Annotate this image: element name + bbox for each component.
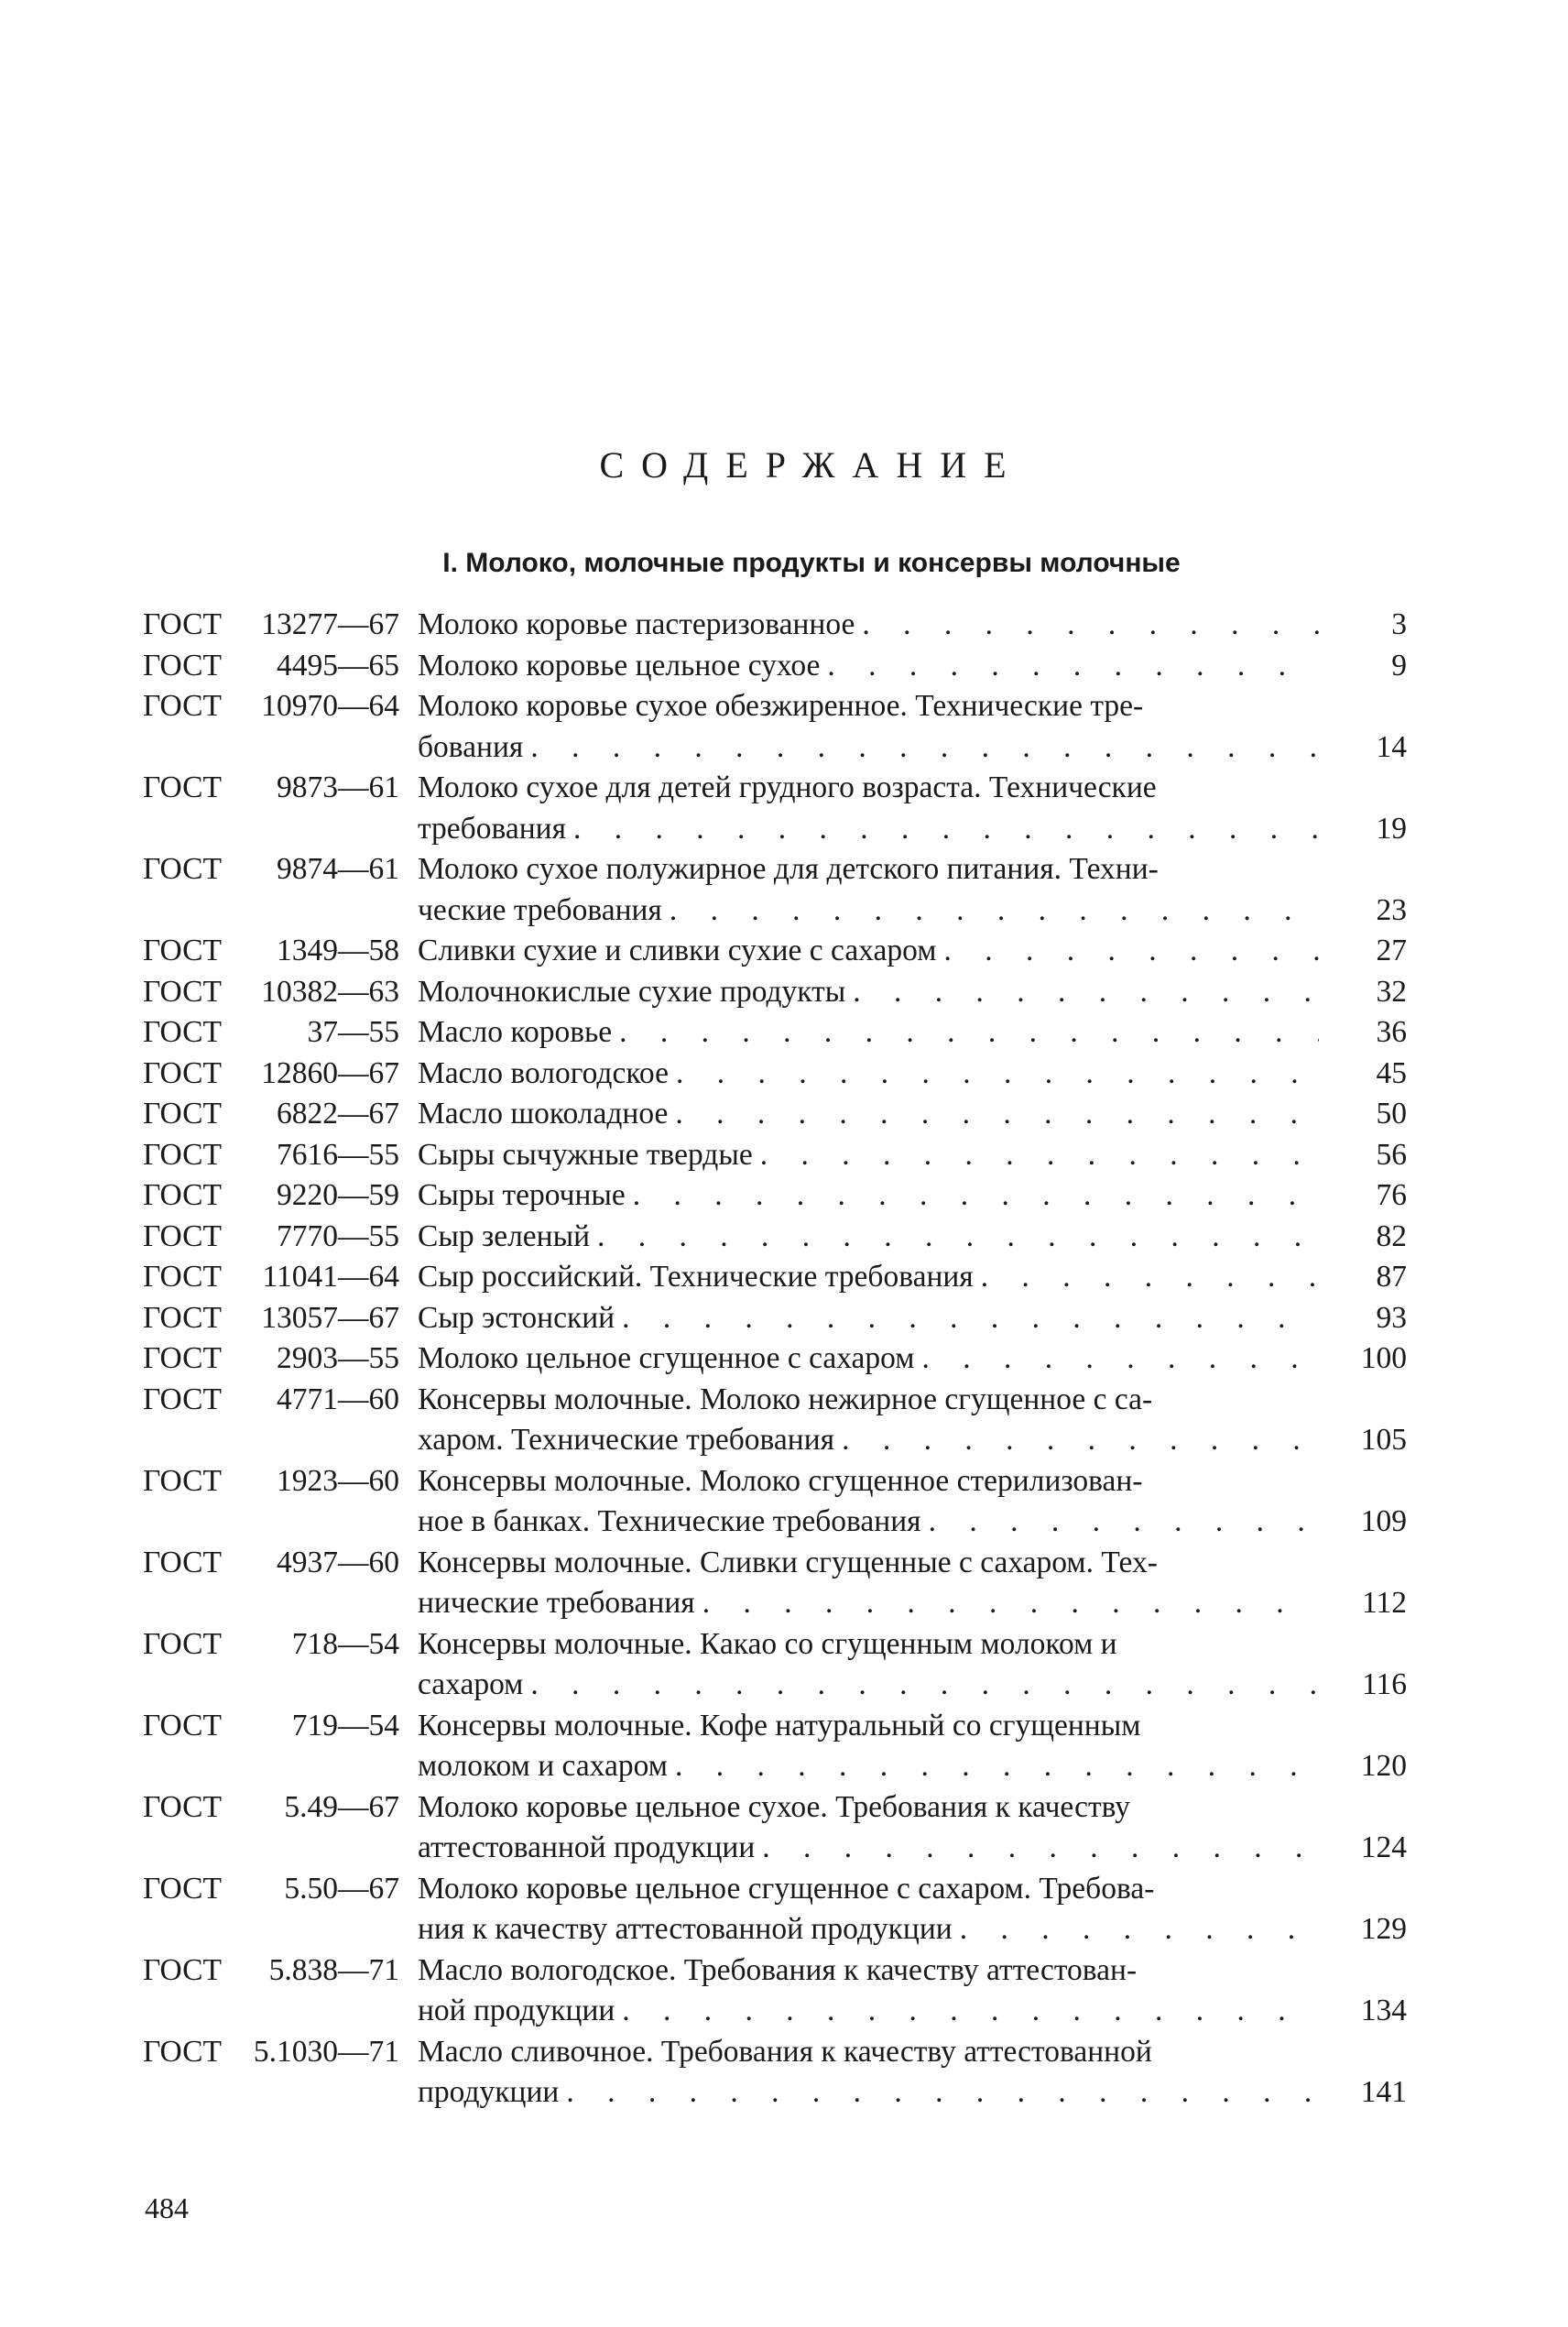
standard-number	[143, 1624, 418, 1666]
toc-entry	[143, 646, 1407, 687]
entry-title-text: Масло сливочное. Требования к качеству аттестованной	[418, 2034, 1152, 2069]
toc-entry	[143, 1298, 1407, 1339]
standard-prefix: ГОСТ	[143, 1055, 222, 1090]
entry-title-line	[418, 1420, 1407, 1461]
section-heading: I. Молоко, молочные продукты и консервы молочные	[442, 548, 1181, 578]
dot-leader	[753, 1135, 1319, 1176]
entry-title-line	[418, 686, 1407, 727]
entry-title	[418, 1175, 1407, 1217]
standard-prefix: ГОСТ	[143, 1463, 222, 1498]
standard-prefix: ГОСТ	[143, 1382, 222, 1416]
entry-title	[418, 849, 1407, 931]
toc-entry	[143, 768, 1407, 849]
entry-title-line	[418, 1746, 1407, 1787]
entry-title-line	[418, 605, 1407, 646]
dot-leader	[662, 890, 1319, 932]
dot-leader	[615, 1298, 1319, 1339]
entry-title	[418, 1706, 1407, 1787]
entry-title-text: Консервы молочные. Молоко нежирное сгущенное с са-	[418, 1382, 1153, 1416]
entry-title	[418, 1257, 1407, 1298]
dot-leader	[523, 1665, 1319, 1706]
toc-entry	[143, 605, 1407, 646]
standard-code: 10970—64	[261, 689, 399, 723]
toc-entry	[143, 1338, 1407, 1380]
entry-page-number: 27	[1376, 934, 1407, 967]
entry-title-text: требования	[418, 811, 566, 846]
dot-leader	[974, 1257, 1319, 1298]
entry-title-text: Сливки сухие и сливки сухие с сахаром	[418, 934, 937, 967]
entry-page-number: 116	[1361, 1667, 1407, 1701]
entry-title-line	[418, 1175, 1407, 1217]
entry-page-number: 50	[1376, 1097, 1407, 1131]
standard-prefix: ГОСТ	[143, 2034, 222, 2069]
entry-title-line	[418, 809, 1407, 850]
entry-title-line	[418, 1706, 1407, 1747]
toc-entry	[143, 1012, 1407, 1054]
entry-title-text: Консервы молочные. Кофе натуральный со сгущенным	[418, 1708, 1141, 1743]
toc-entry	[143, 1054, 1407, 1095]
dot-leader	[668, 1094, 1319, 1135]
entry-title-text: Молочнокислые сухие продукты	[418, 974, 846, 1009]
dot-leader	[755, 1828, 1319, 1869]
entry-page-number: 45	[1376, 1055, 1407, 1090]
dot-leader	[612, 1012, 1319, 1054]
entry-title-text: Сыр эстонский	[418, 1300, 615, 1335]
toc-entry	[143, 1624, 1407, 1706]
standard-number	[143, 1543, 418, 1584]
dot-leader	[668, 1746, 1319, 1787]
standard-code: 719—54	[291, 1708, 399, 1743]
standard-code: 5.838—71	[268, 1952, 399, 1987]
dot-leader	[914, 1338, 1319, 1380]
dot-leader	[936, 931, 1319, 972]
standard-prefix: ГОСТ	[143, 1137, 222, 1172]
toc-entry	[143, 1869, 1407, 1950]
standard-number	[143, 1950, 418, 1992]
entry-title	[418, 931, 1407, 972]
standard-code: 4495—65	[277, 648, 399, 683]
entry-title-line	[418, 1257, 1407, 1298]
standard-number	[143, 1054, 418, 1095]
entry-title-line	[418, 1094, 1407, 1135]
entry-title-text: молоком и сахаром	[418, 1749, 668, 1783]
entry-title-line	[418, 931, 1407, 972]
entry-title	[418, 1950, 1407, 2032]
entry-page-number: 105	[1360, 1423, 1407, 1457]
dot-leader	[615, 1991, 1319, 2032]
entry-title	[418, 1624, 1407, 1706]
entry-title-text: Масло шоколадное	[418, 1097, 669, 1131]
entry-title-text: харом. Технические требования	[418, 1423, 835, 1457]
entry-title-text: Сыр российский. Технические требования	[418, 1260, 974, 1294]
entry-title-line	[418, 727, 1407, 769]
entry-title-text: продукции	[418, 2075, 560, 2109]
dot-leader	[523, 727, 1319, 769]
standard-code: 5.50—67	[284, 1871, 399, 1906]
toc-entry	[143, 931, 1407, 972]
standard-code: 7616—55	[277, 1137, 399, 1172]
entry-title-line	[418, 1583, 1407, 1624]
entry-title-line	[418, 1787, 1407, 1829]
standard-prefix: ГОСТ	[143, 1218, 222, 1253]
standard-number	[143, 1298, 418, 1339]
entry-title-text: ной продукции	[418, 1994, 615, 2027]
entry-page-number: 19	[1376, 811, 1407, 846]
entry-title	[418, 1094, 1407, 1135]
standard-prefix: ГОСТ	[143, 648, 222, 683]
standard-code: 2903—55	[277, 1341, 399, 1375]
entry-page-number: 32	[1376, 974, 1407, 1009]
entry-title-line	[418, 2072, 1407, 2114]
entry-title-text: Консервы молочные. Молоко сгущенное стерилизован-	[418, 1463, 1143, 1498]
toc-entry	[143, 2032, 1407, 2114]
standard-code: 13057—67	[261, 1300, 399, 1335]
entry-page-number: 3	[1391, 607, 1407, 641]
entry-title-text: Молоко коровье цельное сухое. Требования к качеству	[418, 1789, 1131, 1824]
entry-title-text: Молоко сухое для детей грудного возраста. Технические	[418, 770, 1157, 804]
entry-title-text: Сыр зеленый	[418, 1218, 591, 1253]
page-number: 484	[145, 2191, 189, 2224]
entry-title-line	[418, 1624, 1407, 1666]
standard-code: 9220—59	[277, 1178, 399, 1212]
standard-code: 6822—67	[277, 1097, 399, 1131]
standard-code: 9874—61	[277, 852, 399, 886]
standard-number	[143, 1175, 418, 1217]
standard-code: 5.1030—71	[253, 2034, 399, 2069]
toc-entry	[143, 1217, 1407, 1258]
entry-title-text: ния к качеству аттестованной продукции	[418, 1912, 953, 1946]
entry-title-line	[418, 972, 1407, 1013]
toc-entry	[143, 1950, 1407, 2032]
entry-title-text: Молоко коровье сухое обезжиренное. Технические тре-	[418, 689, 1144, 723]
entry-title-text: ческие требования	[418, 892, 662, 927]
standard-number	[143, 605, 418, 646]
standard-number	[143, 686, 418, 727]
entry-title-line	[418, 849, 1407, 890]
entry-title-line	[418, 1461, 1407, 1502]
entry-page-number: 82	[1376, 1218, 1407, 1253]
standard-number	[143, 1787, 418, 1829]
toc-entry	[143, 1706, 1407, 1787]
standard-number	[143, 1257, 418, 1298]
standard-code: 4771—60	[277, 1382, 399, 1416]
entry-title-text: Сыры сычужные твердые	[418, 1137, 753, 1172]
entry-title-text: Консервы молочные. Сливки сгущенные с сахаром. Тех-	[418, 1545, 1158, 1579]
entry-page-number: 36	[1376, 1015, 1407, 1049]
standard-code: 718—54	[291, 1626, 399, 1661]
standard-prefix: ГОСТ	[143, 1260, 222, 1294]
standard-code: 9873—61	[277, 770, 399, 804]
entry-title	[418, 646, 1407, 687]
entry-page-number: 56	[1376, 1137, 1407, 1172]
standard-code: 1349—58	[277, 934, 399, 967]
standard-prefix: ГОСТ	[143, 1789, 222, 1824]
entry-title-line	[418, 1543, 1407, 1584]
entry-title	[418, 1380, 1407, 1461]
standard-prefix: ГОСТ	[143, 1626, 222, 1661]
entry-page-number: 87	[1376, 1260, 1407, 1294]
standard-prefix: ГОСТ	[143, 1178, 222, 1212]
standard-prefix: ГОСТ	[143, 1952, 222, 1987]
standard-prefix: ГОСТ	[143, 1015, 222, 1049]
entry-page-number: 120	[1360, 1749, 1407, 1783]
standard-prefix: ГОСТ	[143, 1871, 222, 1906]
entry-page-number: 9	[1391, 648, 1407, 683]
standard-prefix: ГОСТ	[143, 1300, 222, 1335]
entry-title-line	[418, 1135, 1407, 1176]
standard-number	[143, 1338, 418, 1380]
dot-leader	[845, 972, 1319, 1013]
standard-number	[143, 1461, 418, 1502]
entry-title	[418, 1461, 1407, 1543]
entry-title-line	[418, 768, 1407, 809]
entry-title	[418, 1012, 1407, 1054]
entry-title	[418, 1869, 1407, 1950]
entry-page-number: 112	[1361, 1586, 1407, 1620]
standard-prefix: ГОСТ	[143, 1708, 222, 1743]
dot-leader	[559, 2072, 1319, 2114]
entry-title-line	[418, 1298, 1407, 1339]
toc-entry	[143, 1094, 1407, 1135]
entry-title-text: Молоко коровье цельное сухое	[418, 648, 821, 683]
dot-leader	[834, 1420, 1319, 1461]
toc-entry	[143, 1787, 1407, 1869]
standard-number	[143, 931, 418, 972]
toc-entry	[143, 1135, 1407, 1176]
toc-entry	[143, 1543, 1407, 1624]
entry-title-text: Молоко коровье цельное сгущенное с сахаром. Требова-	[418, 1871, 1155, 1906]
entry-page-number: 93	[1376, 1300, 1407, 1335]
entry-title-line	[418, 646, 1407, 687]
entry-title-line	[418, 1380, 1407, 1421]
entry-title-line	[418, 1665, 1407, 1706]
dot-leader	[855, 605, 1319, 646]
entry-title-text: Консервы молочные. Какао со сгущенным молоком и	[418, 1626, 1117, 1661]
entry-title	[418, 1054, 1407, 1095]
entry-title-line	[418, 1828, 1407, 1869]
toc-entry	[143, 849, 1407, 931]
entry-title-text: Молоко коровье пастеризованное	[418, 607, 855, 641]
entry-page-number: 129	[1360, 1912, 1407, 1946]
entry-page-number: 100	[1360, 1341, 1407, 1375]
entry-title-line	[418, 1338, 1407, 1380]
dot-leader	[566, 809, 1319, 850]
standard-prefix: ГОСТ	[143, 934, 222, 967]
entry-title	[418, 972, 1407, 1013]
dot-leader	[590, 1217, 1319, 1258]
dot-leader	[820, 646, 1319, 687]
dot-leader	[695, 1583, 1319, 1624]
entry-title-text: Молоко цельное сгущенное с сахаром	[418, 1341, 915, 1375]
entry-title	[418, 2032, 1407, 2114]
toc-entry	[143, 972, 1407, 1013]
standard-code: 10382—63	[261, 974, 399, 1009]
entry-title	[418, 1298, 1407, 1339]
standard-code: 1923—60	[277, 1463, 399, 1498]
toc-entry	[143, 1175, 1407, 1217]
entry-title-text: Сыры терочные	[418, 1178, 626, 1212]
entry-page-number: 76	[1376, 1178, 1407, 1212]
standard-number	[143, 1706, 418, 1747]
standard-prefix: ГОСТ	[143, 1097, 222, 1131]
standard-number	[143, 1380, 418, 1421]
entry-title-text: сахаром	[418, 1667, 524, 1701]
standard-code: 12860—67	[261, 1055, 399, 1090]
standard-prefix: ГОСТ	[143, 974, 222, 1009]
entry-page-number: 23	[1376, 892, 1407, 927]
standard-code: 13277—67	[261, 607, 399, 641]
standard-number	[143, 768, 418, 809]
standard-number	[143, 1217, 418, 1258]
entry-page-number: 141	[1360, 2075, 1407, 2109]
standard-number	[143, 1012, 418, 1054]
entry-title-line	[418, 1054, 1407, 1095]
standard-number	[143, 2032, 418, 2073]
entry-title-text: ное в банках. Технические требования	[418, 1504, 921, 1538]
entry-page-number: 124	[1360, 1830, 1407, 1864]
entry-title-text: Масло вологодское	[418, 1055, 669, 1090]
dot-leader	[953, 1909, 1319, 1950]
standard-prefix: ГОСТ	[143, 852, 222, 886]
dot-leader	[921, 1502, 1319, 1543]
entry-title-line	[418, 890, 1407, 932]
entry-title-line	[418, 1217, 1407, 1258]
standard-prefix: ГОСТ	[143, 689, 222, 723]
entry-title	[418, 768, 1407, 849]
standard-code: 11041—64	[262, 1260, 399, 1294]
entry-title-line	[418, 1909, 1407, 1950]
entry-title	[418, 1787, 1407, 1869]
toc-entry	[143, 1257, 1407, 1298]
standard-number	[143, 646, 418, 687]
toc-entry	[143, 686, 1407, 768]
entry-title-line	[418, 1950, 1407, 1992]
dot-leader	[669, 1054, 1319, 1095]
standard-prefix: ГОСТ	[143, 1341, 222, 1375]
entry-title-text: бования	[418, 729, 524, 764]
entry-title	[418, 1135, 1407, 1176]
entry-page-number: 134	[1360, 1994, 1407, 2027]
entry-title	[418, 686, 1407, 768]
standard-prefix: ГОСТ	[143, 770, 222, 804]
entry-title-line	[418, 1012, 1407, 1054]
standard-code: 37—55	[307, 1015, 399, 1049]
entry-title	[418, 1543, 1407, 1624]
entry-title	[418, 605, 1407, 646]
entry-title-line	[418, 2032, 1407, 2073]
entry-title-line	[418, 1502, 1407, 1543]
standard-prefix: ГОСТ	[143, 607, 222, 641]
entry-title-text: нические требования	[418, 1586, 695, 1620]
standard-number	[143, 1869, 418, 1910]
entry-title-text: Молоко сухое полужирное для детского питания. Техни-	[418, 852, 1159, 886]
standard-number	[143, 849, 418, 890]
standard-code: 5.49—67	[284, 1789, 399, 1824]
entry-title-line	[418, 1991, 1407, 2032]
toc-entry	[143, 1380, 1407, 1461]
entry-title	[418, 1338, 1407, 1380]
entry-title-text: аттестованной продукции	[418, 1830, 756, 1864]
standard-number	[143, 972, 418, 1013]
entry-title-text: Масло коровье	[418, 1015, 613, 1049]
toc-entry	[143, 1461, 1407, 1543]
table-of-contents	[143, 605, 1407, 2114]
standard-code: 4937—60	[277, 1545, 399, 1579]
entry-title-text: Масло вологодское. Требования к качеству аттестован-	[418, 1952, 1138, 1987]
page-title: СОДЕРЖАНИЕ	[599, 444, 1024, 486]
entry-page-number: 14	[1376, 729, 1407, 764]
standard-prefix: ГОСТ	[143, 1545, 222, 1579]
entry-title-line	[418, 1869, 1407, 1910]
standard-number	[143, 1094, 418, 1135]
standard-number	[143, 1135, 418, 1176]
standard-code: 7770—55	[277, 1218, 399, 1253]
dot-leader	[626, 1175, 1319, 1217]
entry-page-number: 109	[1360, 1504, 1407, 1538]
entry-title	[418, 1217, 1407, 1258]
